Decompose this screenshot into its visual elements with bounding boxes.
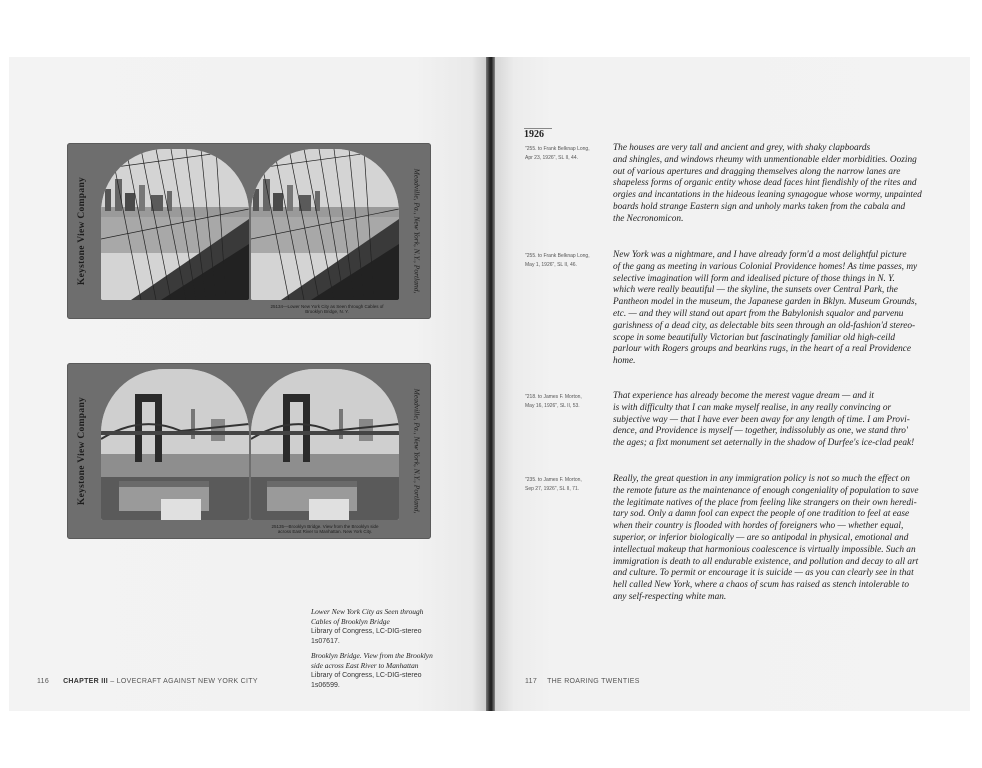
card-side-left bbox=[67, 363, 98, 539]
quote-line: and culture. To permit or encourage it is suicide — as you can clearly see in that bbox=[613, 568, 914, 579]
quote-line: orgies and incantations in the hideous leaning synagogue whose wormy, unpainted bbox=[613, 190, 922, 201]
quote-line: The houses are very tall and ancient and grey, with shaky clapboards bbox=[613, 143, 871, 153]
quote-line: the legitimate natives of the place from feeling like strangers on their own heredi- bbox=[613, 497, 917, 508]
figure-caption-2 bbox=[311, 651, 461, 691]
quote-line: hell called New York, where a chaos of scum has raised as stench intolerable to bbox=[613, 580, 910, 591]
section-title: THE ROARING TWENTIES bbox=[547, 678, 640, 685]
quote-line: and shingles, and windows rheumy with unmentionable elder morbidities. Oozing bbox=[613, 154, 917, 165]
quote-line: New York was a nightmare, and I have already form'd a most delightful picture bbox=[613, 250, 907, 260]
quote-line: parlour with Rogers groups and bearkins rugs, in the heart of a real Providence bbox=[613, 344, 911, 355]
quote bbox=[613, 391, 945, 450]
figure-caption-1 bbox=[311, 607, 461, 647]
city-line: Meadville, Pa., New York, N.Y., Portland, bbox=[412, 168, 422, 294]
citation bbox=[525, 252, 603, 270]
card-side-right bbox=[403, 143, 431, 319]
quote-line: any self-respecting white man. bbox=[613, 591, 727, 602]
card-caption bbox=[245, 524, 405, 534]
brooklyn-bridge-image bbox=[251, 369, 399, 520]
citation-line: "255. to Frank Belknap Long, bbox=[525, 146, 590, 152]
caption-source-line: 1s07617. bbox=[311, 638, 340, 645]
chapter-title: – LOVECRAFT AGAINST NEW YORK CITY bbox=[107, 678, 258, 685]
brooklyn-bridge-image bbox=[101, 369, 249, 520]
card-caption-line: 25135—Brooklyn Bridge. View from the Brooklyn side bbox=[271, 524, 379, 529]
citation-line: "255. to Frank Belknap Long, bbox=[525, 253, 590, 259]
citation bbox=[525, 476, 603, 494]
citation-line: May 16, 1926", SL II, 53. bbox=[525, 403, 580, 409]
quote-line: Pantheon model in the museum, the Japanese garden in Bklyn. Museum Grounds, bbox=[613, 297, 917, 308]
publisher-cities bbox=[413, 389, 422, 514]
chapter-label: CHAPTER III bbox=[63, 678, 108, 685]
quote-line: dence, and Providence is myself — together, indissolubly as one, we stand thro' bbox=[613, 426, 908, 437]
book-spine bbox=[486, 57, 495, 711]
caption-title-line: Brooklyn Bridge. View from the Brooklyn bbox=[311, 651, 433, 660]
caption-title-line: Lower New York City as Seen through bbox=[311, 607, 424, 616]
quote-line: tary sod. Only a damn fool can expect the people of one tradition to feel at ease bbox=[613, 509, 910, 520]
quote-line: is with difficulty that I can make myself realise, in any really convincing or bbox=[613, 402, 892, 413]
card-side-left bbox=[67, 143, 98, 319]
card-side-right bbox=[403, 363, 431, 539]
quote-line: subjective way — that I have ever been away for any length of time. I am Provi- bbox=[613, 414, 910, 425]
quote-line: the remote future as the maintenance of enough congeniality of population to save bbox=[613, 485, 919, 496]
publisher-name: Keystone View Company bbox=[77, 176, 87, 286]
running-footer-left bbox=[37, 678, 258, 685]
quote-line: superior, or inferior biologically — are so antipodal in physical, emotional and bbox=[613, 532, 909, 543]
quote-line: etc. — and they will stand out apart from the Babylonish squalor and parvenu bbox=[613, 308, 904, 319]
stereo-photo-left bbox=[101, 149, 249, 300]
quote bbox=[613, 143, 945, 226]
citation bbox=[525, 145, 603, 163]
quote-line: intellectual makeup that harmonious coalescence is virtually impossible. Such an bbox=[613, 544, 916, 555]
citation-line: "218. to James F. Morton, bbox=[525, 394, 582, 400]
stereo-photo-right bbox=[251, 369, 399, 520]
stereo-photo-right bbox=[251, 149, 399, 300]
quote-line: which were really beautiful — the skyline, the sunsets over Central Park, the bbox=[613, 285, 898, 296]
card-caption-line: Brooklyn Bridge, N. Y. bbox=[305, 309, 349, 314]
page-number: 117 bbox=[525, 678, 538, 685]
quote-line: shapeless forms of organic entity whose dead faces hint fiendishly of the rites and bbox=[613, 178, 917, 189]
quote bbox=[613, 474, 945, 604]
card-caption-line: across East River to Manhattan. New York City. bbox=[277, 529, 373, 534]
caption-title-line: Cables of Brooklyn Bridge bbox=[311, 617, 390, 626]
citation-line: May 1, 1926", SL II, 46. bbox=[525, 262, 577, 268]
city-line: Meadville, Pa., New York, N.Y., Portland, bbox=[412, 388, 422, 514]
quote-line: Really, the great question in any immigration policy is not so much the effect on bbox=[613, 474, 910, 484]
stereo-photo-left bbox=[101, 369, 249, 520]
year-heading: 1926 bbox=[524, 129, 544, 140]
quote-line: home. bbox=[613, 356, 636, 367]
caption-source-line: Library of Congress, LC-DIG-stereo bbox=[311, 628, 422, 635]
publisher-text bbox=[77, 177, 87, 285]
stereo-card-brooklyn-bridge bbox=[67, 363, 431, 539]
page-number: 116 bbox=[37, 678, 50, 685]
quote-line: the Necronomicon. bbox=[613, 213, 684, 224]
quote-line: the ages; a fixt monument set aeternally in the shadow of Durfee's ice-clad peak! bbox=[613, 438, 915, 449]
citation-line: Sep 27, 1926", SL II, 71. bbox=[525, 486, 580, 492]
publisher-text bbox=[77, 397, 87, 505]
citation-line: Apr 23, 1926", SL II, 44. bbox=[525, 155, 579, 161]
quote-line: garishness of a dead city, as delectable bits seen through an old-fashion'd stereo- bbox=[613, 320, 916, 331]
bridge-cables-image bbox=[251, 149, 399, 300]
running-footer-right bbox=[525, 678, 640, 685]
quote-line: immigration is death to all endurable existence, and pollution and decay to all art bbox=[613, 556, 919, 567]
quote bbox=[613, 250, 945, 368]
quote-line: of the gang as meeting in various Colonial Providence homes! As time passes, my bbox=[613, 261, 918, 272]
left-page bbox=[9, 57, 486, 711]
citation-line: "235. to James F. Morton, bbox=[525, 477, 582, 483]
citation bbox=[525, 393, 603, 411]
card-caption-line: 25134—Lower New York City as Seen through Cables of bbox=[270, 304, 384, 309]
publisher-cities bbox=[413, 169, 422, 294]
quote-line: selective imagination will form and idealised picture of those things in N. Y. bbox=[613, 273, 895, 284]
quote-line: when their country is flooded with hordes of foreigners who — whether equal, bbox=[613, 521, 904, 532]
right-page bbox=[495, 57, 970, 711]
publisher-name: Keystone View Company bbox=[77, 396, 87, 506]
caption-source-line: 1s06599. bbox=[311, 682, 340, 689]
card-caption bbox=[247, 304, 407, 314]
caption-source-line: Library of Congress, LC-DIG-stereo bbox=[311, 672, 422, 679]
quote-line: That experience has already become the merest vague dream — and it bbox=[613, 391, 875, 401]
caption-title-line: side across East River to Manhattan bbox=[311, 661, 419, 670]
quote-line: boards hold strange Eastern sign and unholy marks taken from the cabala and bbox=[613, 201, 906, 212]
quote-line: out of various apertures and dragging themselves along the narrow lanes are bbox=[613, 166, 901, 177]
quote-line: scope in some beautifully Victorian but fascinatingly familiar old high-ceild bbox=[613, 332, 896, 343]
stereo-card-bridge-cables bbox=[67, 143, 431, 319]
bridge-cables-image bbox=[101, 149, 249, 300]
